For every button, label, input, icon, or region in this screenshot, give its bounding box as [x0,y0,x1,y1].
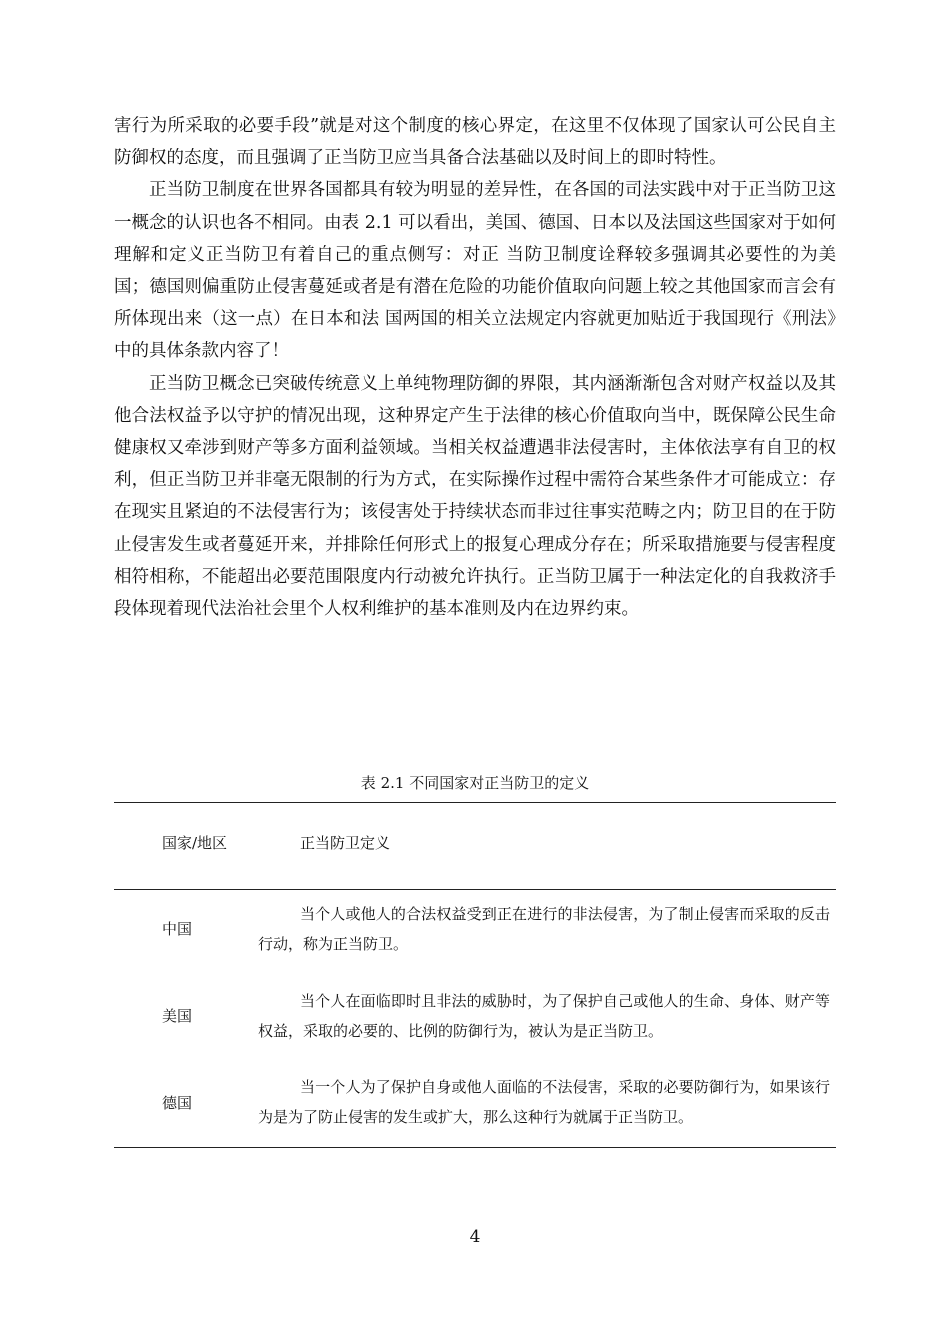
table-caption: 表 2.1 不同国家对正当防卫的定义 [360,774,590,792]
body-text [114,110,836,625]
table-bottom-rule [114,1147,836,1148]
paragraph-concept: 正当防卫概念已突破传统意义上单纯物理防御的界限，其内涵渐渐包含对财产权益以及其他合法权益予以守护的情况出现，这种界定产生于法律的核心价值取向当中，既保障公民生命健康权又牵涉到财产等多方面利益领域。当相关权益遭遇非法侵害时，主体依法享有自卫的权利，但正当防卫并非毫无限制的行为方式，在实际操作过程中需符合某些条件才可能成立：存在现实且紧迫的不法侵害行为；该侵害处于持续状态而非过往事实范畴之内；防卫目的在于防止侵害发生或者蔓延开来，并排除任何形式上的报复心理成分存在；所采取措施要与侵害程度相符相称，不能超出必要范围限度内行动被允许执行。正当防卫属于一种法定化的自我救济手段体现着现代法治社会里个人权利维护的基本准则及内在边界约束。 [114,373,836,620]
page-number: 4 [469,1227,481,1247]
row-definition-germany: 当一个人为了保护自身或他人面临的不法侵害，采取的必要防御行为，如果该行为是为了防止侵害的发生或扩大，那么这种行为就属于正当防卫。 [258,1078,830,1126]
paragraph-comparison: 正当防卫制度在世界各国都具有较为明显的差异性，在各国的司法实践中对于正当防卫这一概念的认识也各不相同。由表 2.1 可以看出，美国、德国、日本以及法国这些国家对于如何理解和定义正当防卫有着自己的重点侧写：对正 当防卫制度诠释较多强调其必要性的为美国；德国则偏重防止侵害蔓延或者是有潜在危险的功能价值取向问题上较之其他国家而言会有所体现出来（这一点）在日本和法 国两国的相关立法规定内容就更加贴近于我国现行《刑法》中的具体条款内容了！ [114,180,836,362]
header-country: 国家/地区 [162,834,228,852]
row-definition-china: 当个人或他人的合法权益受到正在进行的非法侵害，为了制止侵害而采取的反击行动，称为正当防卫。 [258,905,830,953]
row-country-germany: 德国 [162,1094,193,1112]
table-top-rule [114,802,836,803]
row-country-usa: 美国 [162,1007,193,1025]
row-country-china: 中国 [162,920,193,938]
header-definition: 正当防卫定义 [300,834,391,852]
row-definition-usa: 当个人在面临即时且非法的威胁时，为了保护自己或他人的生命、身体、财产等权益，采取的必要的、比例的防御行为，被认为是正当防卫。 [258,992,830,1040]
header-rule [114,889,836,890]
paragraph-continuation: 害行为所采取的必要手段”就是对这个制度的核心界定，在这里不仅体现了国家认可公民自主防御权的态度，而且强调了正当防卫应当具备合法基础以及时间上的即时特性。 [114,116,836,169]
